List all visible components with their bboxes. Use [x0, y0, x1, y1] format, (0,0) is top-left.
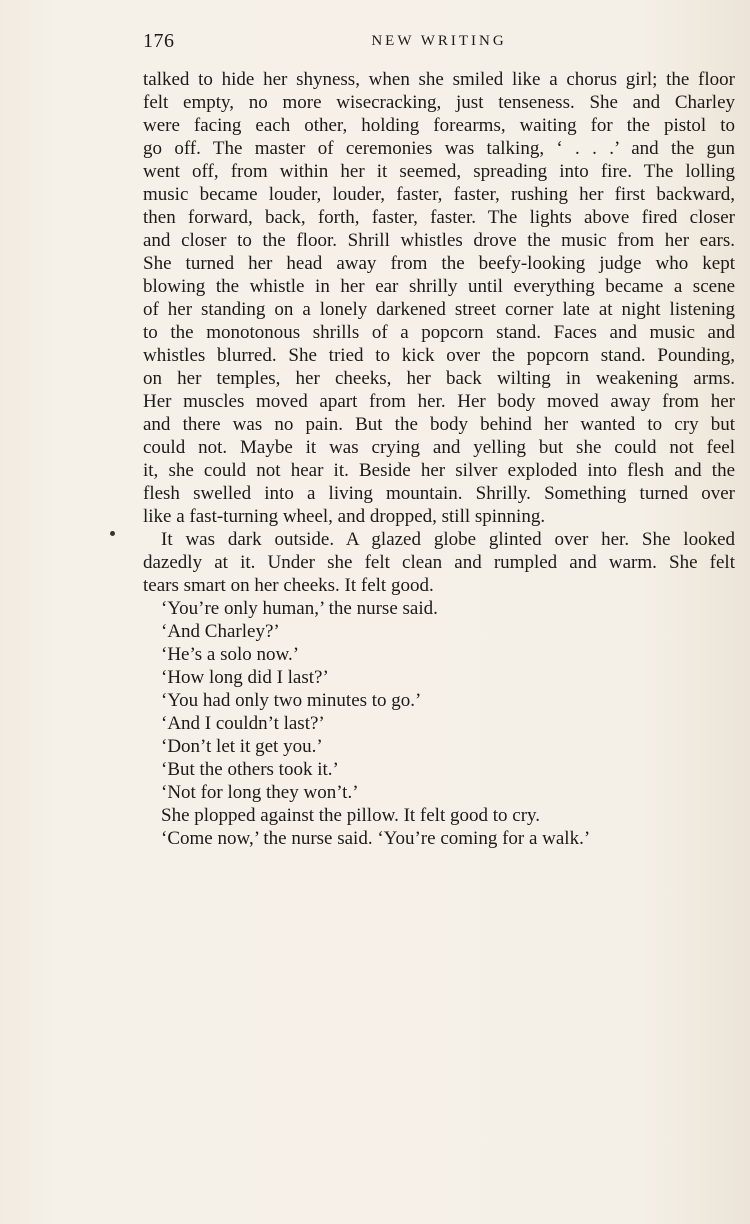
dialogue-line: ‘Come now,’ the nurse said. ‘You’re coming for a walk.’ [161, 828, 591, 849]
dialogue-line: ‘You had only two minutes to go.’ [161, 690, 422, 711]
text-line: go off. The master of ceremonies was talking, ‘ . . .’ and the gun [143, 138, 735, 159]
text-line: whistles blurred. She tried to kick over the popcorn stand. Pounding, [143, 345, 735, 366]
text-line: and closer to the floor. Shrill whistles drove the music from her ears. [143, 230, 735, 251]
dialogue-line: ‘And Charley?’ [161, 621, 280, 642]
text-line: It was dark outside. A glazed globe glinted over her. She looked [161, 529, 735, 550]
text-line: music became louder, louder, faster, faster, rushing her first backward, [143, 184, 735, 205]
text-line: of her standing on a lonely darkened street corner late at night listening [143, 299, 735, 320]
text-line: Her muscles moved apart from her. Her body moved away from her [143, 391, 735, 412]
text-line: it, she could not hear it. Beside her silver exploded into flesh and the [143, 460, 735, 481]
paragraph-2 [143, 528, 735, 597]
text-line: were facing each other, holding forearms, waiting for the pistol to [143, 115, 735, 136]
text-line: talked to hide her shyness, when she smiled like a chorus girl; the floor [143, 69, 735, 90]
dialogue-line: ‘How long did I last?’ [161, 667, 329, 688]
text-line: went off, from within her it seemed, spreading into fire. The lolling [143, 161, 735, 182]
dialogue-line: ‘Not for long they won’t.’ [161, 782, 359, 803]
paragraph-1 [143, 68, 735, 528]
text-line: felt empty, no more wisecracking, just tenseness. She and Charley [143, 92, 735, 113]
page-number: 176 [143, 30, 175, 52]
dialogue-line: ‘But the others took it.’ [161, 759, 339, 780]
dialogue-line: She plopped against the pillow. It felt good to cry. [161, 805, 541, 826]
text-line: on her temples, her cheeks, her back wilting in weakening arms. [143, 368, 735, 389]
text-line: dazedly at it. Under she felt clean and rumpled and warm. She felt [143, 552, 735, 573]
text-line: blowing the whistle in her ear shrilly until everything became a scene [143, 276, 735, 297]
running-head: NEW WRITING [371, 33, 507, 49]
text-line: could not. Maybe it was crying and yelling but she could not feel [143, 437, 735, 458]
text-line: She turned her head away from the beefy-looking judge who kept [143, 253, 735, 274]
body-text [143, 68, 735, 850]
dialogue-line: ‘You’re only human,’ the nurse said. [161, 598, 438, 619]
margin-dot-mark [110, 531, 115, 536]
text-line: tears smart on her cheeks. It felt good. [143, 575, 434, 596]
text-line: to the monotonous shrills of a popcorn stand. Faces and music and [143, 322, 735, 343]
page-header [143, 30, 735, 58]
dialogue-line: ‘And I couldn’t last?’ [161, 713, 325, 734]
text-line: then forward, back, forth, faster, faster. The lights above fired closer [143, 207, 735, 228]
text-line: like a fast-turning wheel, and dropped, still spinning. [143, 506, 546, 527]
dialogue-line: ‘Don’t let it get you.’ [161, 736, 323, 757]
text-line: flesh swelled into a living mountain. Shrilly. Something turned over [143, 483, 735, 504]
dialogue-block [143, 597, 735, 850]
dialogue-line: ‘He’s a solo now.’ [161, 644, 300, 665]
text-line: and there was no pain. But the body behind her wanted to cry but [143, 414, 735, 435]
